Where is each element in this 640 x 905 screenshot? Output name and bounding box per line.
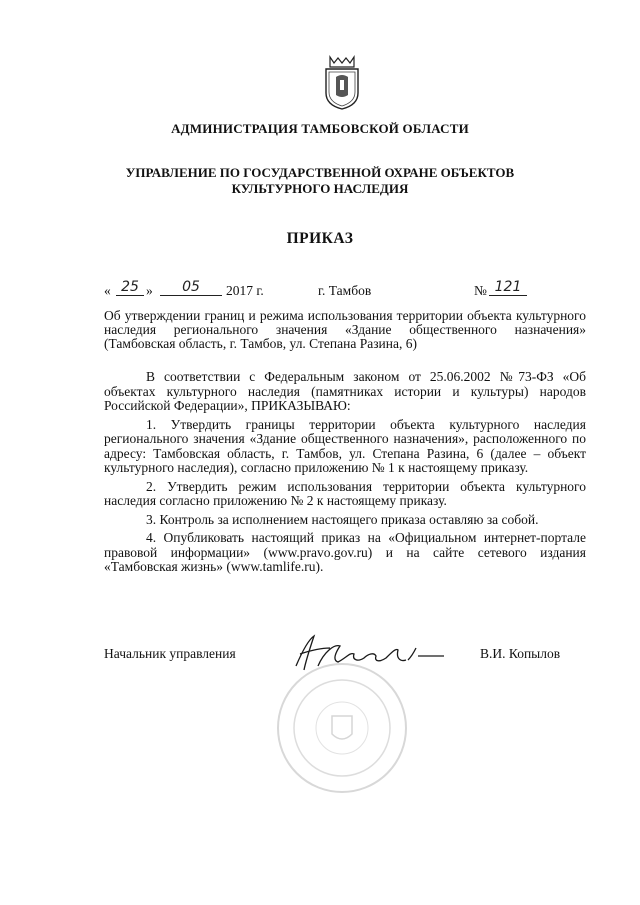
signer-name: В.И. Копылов <box>480 646 561 661</box>
number-sign: № <box>474 283 487 298</box>
date-month: 05 <box>160 279 222 296</box>
department-line-1: УПРАВЛЕНИЕ ПО ГОСУДАРСТВЕННОЙ ОХРАНЕ ОБЪЕКТОВ <box>125 165 515 180</box>
date-line <box>104 279 534 303</box>
handwritten-signature-icon <box>288 630 448 676</box>
date-quote-open: « <box>104 283 111 298</box>
date-quote-close: » <box>146 283 153 298</box>
department-line-2: КУЛЬТУРНОГО НАСЛЕДИЯ <box>231 181 409 196</box>
order-item-3: 3. Контроль за исполнением настоящего приказа оставляю за собой. <box>146 511 539 527</box>
city: г. Тамбов <box>318 283 372 298</box>
document-number: 121 <box>489 279 527 296</box>
date-day: 25 <box>116 279 144 296</box>
coat-of-arms-icon <box>322 55 362 111</box>
order-item-2: 2. Утвердить режим использования территории объекта культурного наследия согласно приложению № 2 к настоящему приказу. <box>104 478 586 508</box>
department-title <box>0 165 640 197</box>
official-seal-icon <box>274 660 410 796</box>
document-title: ПРИКАЗ <box>286 230 354 247</box>
date-year: 2017 г. <box>226 283 264 298</box>
order-item-1: 1. Утвердить границы территории объекта культурного наследия регионального значения «Здание общественного назначения», расположенного по адресу: Тамбовская область, г. Тамбов, ул. Степана Разина, 6 (далее – объект культурного наследия), согласно приложению № 1 к настоящему приказу. <box>104 416 586 475</box>
document-body <box>104 370 586 579</box>
organization-title: АДМИНИСТРАЦИЯ ТАМБОВСКОЙ ОБЛАСТИ <box>171 121 469 136</box>
signer-position: Начальник управления <box>104 646 236 661</box>
order-item-4: 4. Опубликовать настоящий приказ на «Официальном интернет-портале правовой информации» (www.pravo.gov.ru) и на сайте сетевого издания «Тамбовская жизнь» (www.tamlife.ru). <box>104 530 586 574</box>
document-subject: Об утверждении границ и режима использования территории объекта культурного наследия регионального значения «Здание общественного назначения» (Тамбовская область, г. Тамбов, ул. Степана Разина, 6) <box>104 308 586 351</box>
preamble-paragraph: В соответствии с Федеральным законом от 25.06.2002 №73-ФЗ «Об объектах культурного наследия (памятниках истории и культуры) народов Российской Федерации», ПРИКАЗЫВАЮ: <box>104 369 586 413</box>
